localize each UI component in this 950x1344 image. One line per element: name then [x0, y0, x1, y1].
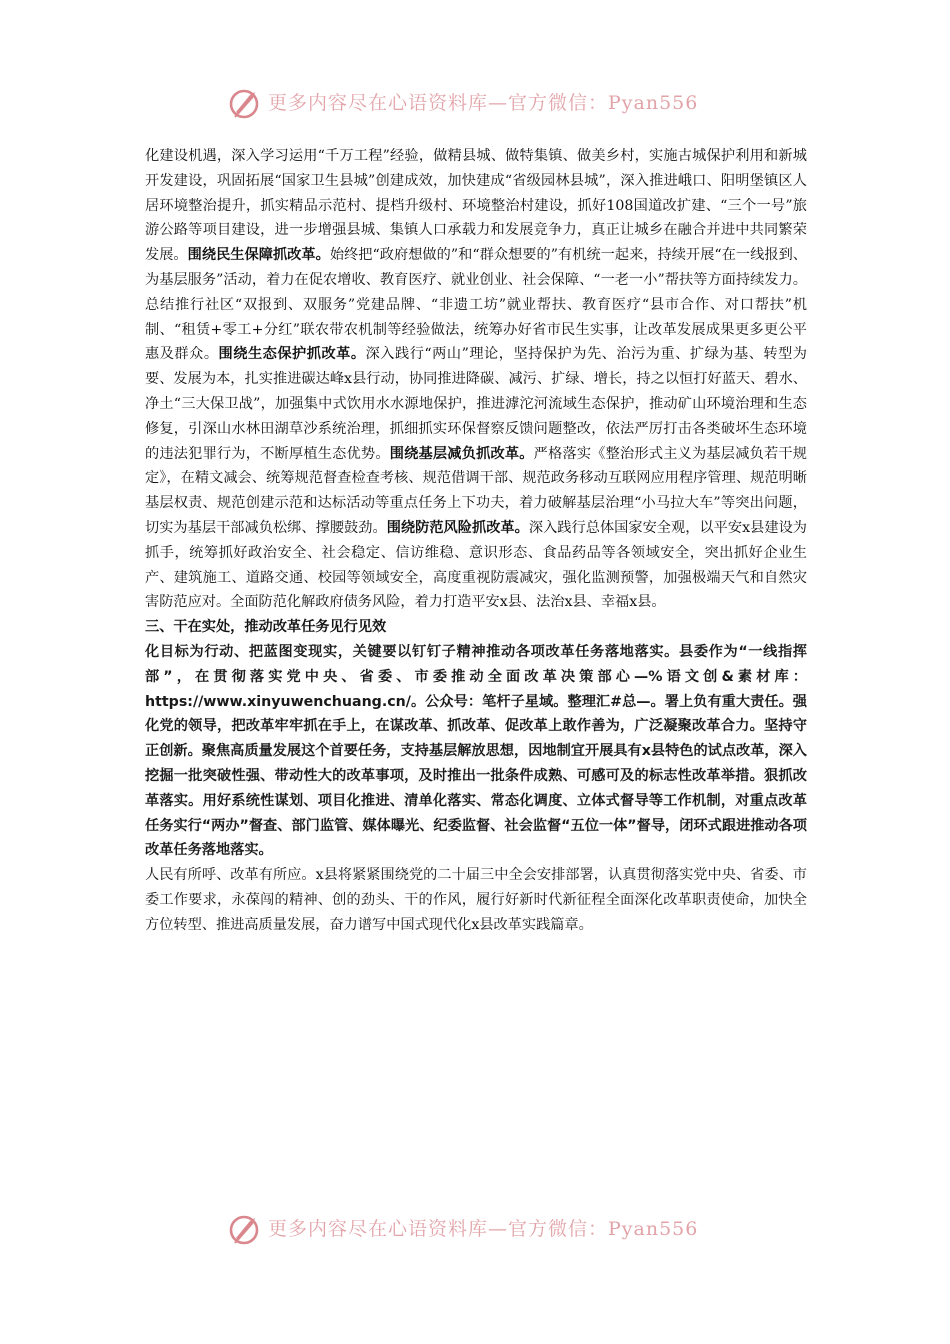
header-watermark-text: 更多内容尽在心语资料库—官方微信：Pyan556: [268, 92, 699, 114]
paragraph-text: 化建设机遇，深入学习运用“千万工程”经验，做精县城、做特集镇、做美乡村，实施古城保护利用和新城开发建设，巩固拓展“国家卫生县城”创建成效，加快建成“省级园林县城”，深入推进峨口、阳明堡镇区人居环境整治提升，抓实精品示范村、提档升级村、环境整治村建设，抓好108国道改扩建、“三个一号”旅游公路等项目建设，进一步增强县城、集镇人口承载力和发展竞争力，真正让城乡在融合并进中共同繁荣发展。: [145, 148, 807, 264]
bold-lead-livelihood: 围绕民生保障抓改革。: [187, 247, 330, 264]
header-watermark-banner: [228, 86, 728, 120]
pen-logo-icon: [228, 86, 262, 120]
paragraph-text: 深入践行“两山”理论，坚持保护为先、治污为重、扩绿为基、转型为要、发展为本，扎实推进碳达峰x县行动，协同推进降碳、减污、扩绿、增长，持之以恒打好蓝天、碧水、净土“三大保卫战”，加强集中式饮用水水源地保护，推进滹沱河流域生态保护，推动矿山环境治理和生态修复，引深山水林田湖草沙系统治理，抓细抓实环保督察反馈问题整改，依法严厉打击各类破坏生态环境的违法犯罪行为，不断厚植生态优势。: [145, 346, 807, 462]
paragraph-text: 深入践行总体国家安全观，以平安x县建设为抓手，统筹抓好政治安全、社会稳定、信访维稳、意识形态、食品药品等各领域安全，突出抓好企业生产、建筑施工、道路交通、校园等领域安全，高度重视防震减灾，强化监测预警，加强极端天气和自然灾害防范应对。全面防范化解政府债务风险，着力打造平安x县、法治x县、幸福x县。: [145, 519, 807, 611]
paragraph-text: 始终把“政府想做的”和“群众想要的”有机统一起来，持续开展“在一线报到、为基层服务”活动，着力在促农增收、教育医疗、就业创业、社会保障、“一老一小”帮扶等方面持续发力。总结推行社区“双报到、双服务”党建品牌、“非遗工坊”就业帮扶、教育医疗“县市合作、对口帮扶”机制、“租赁+零工+分红”联农带农机制等经验做法，统筹办好省市民生实事，让改革发展成果更多更公平惠及群众。: [145, 247, 807, 363]
section-heading-3: 三、干在实处，推动改革任务见行见效: [145, 619, 387, 636]
document-body: [145, 144, 807, 938]
footer-watermark-banner: [228, 1212, 728, 1246]
bold-lead-grassroots: 围绕基层减负抓改革。: [389, 445, 534, 462]
paragraph-implementation: 化目标为行动、把蓝图变现实，关键要以钉钉子精神推动各项改革任务落地落实。县委作为“一线指挥部”，在贯彻落实党中央、省委、市委推动全面改革决策部心—%语文创&素材库：https://www.xinyuwenchuang.cn/。公众号：笔杆子星域。整理汇#总—。署上负有重大责任。强化党的领导，把改革牢牢抓在手上，在谋改革、抓改革、促改革上敢作善为，广泛凝聚改革合力。坚持守正创新。聚焦高质量发展这个首要任务，支持基层解放思想，因地制宜开展具有x县特色的试点改革，深入挖掘一批突破性强、带动性大的改革事项，及时推出一批条件成熟、可感可及的标志性改革举措。狠抓改革落实。用好系统性谋划、项目化推进、清单化落实、常态化调度、立体式督导等工作机制，对重点改革任务实行“两办”督查、部门监管、媒体曝光、纪委监督、社会监督“五位一体”督导，闭环式跟进推动各项改革任务落地落实。: [145, 643, 807, 859]
footer-watermark-text: 更多内容尽在心语资料库—官方微信：Pyan556: [268, 1218, 699, 1240]
pen-logo-icon: [228, 1212, 262, 1246]
paragraph-conclusion: 人民有所呼、改革有所应。x县将紧紧围绕党的二十届三中全会安排部署，认真贯彻落实党中央、省委、市委工作要求，永葆闯的精神、创的劲头、干的作风，履行好新时代新征程全面深化改革职责使命，加快全方位转型、推进高质量发展，奋力谱写中国式现代化x县改革实践篇章。: [145, 867, 807, 933]
bold-lead-risk: 围绕防范风险抓改革。: [386, 519, 529, 536]
bold-lead-ecology: 围绕生态保护抓改革。: [218, 346, 366, 363]
paragraph-text: 严格落实《整治形式主义为基层减负若干规定》，在精文减会、统筹规范督查检查考核、规范借调干部、规范政务移动互联网应用程序管理、规范明晰基层权责、规范创建示范和达标活动等重点任务上下功夫，着力破解基层治理“小马拉大车”等突出问题，切实为基层干部减负松绑、撑腰鼓劲。: [145, 445, 807, 536]
paragraph-reform-areas: [145, 144, 807, 615]
